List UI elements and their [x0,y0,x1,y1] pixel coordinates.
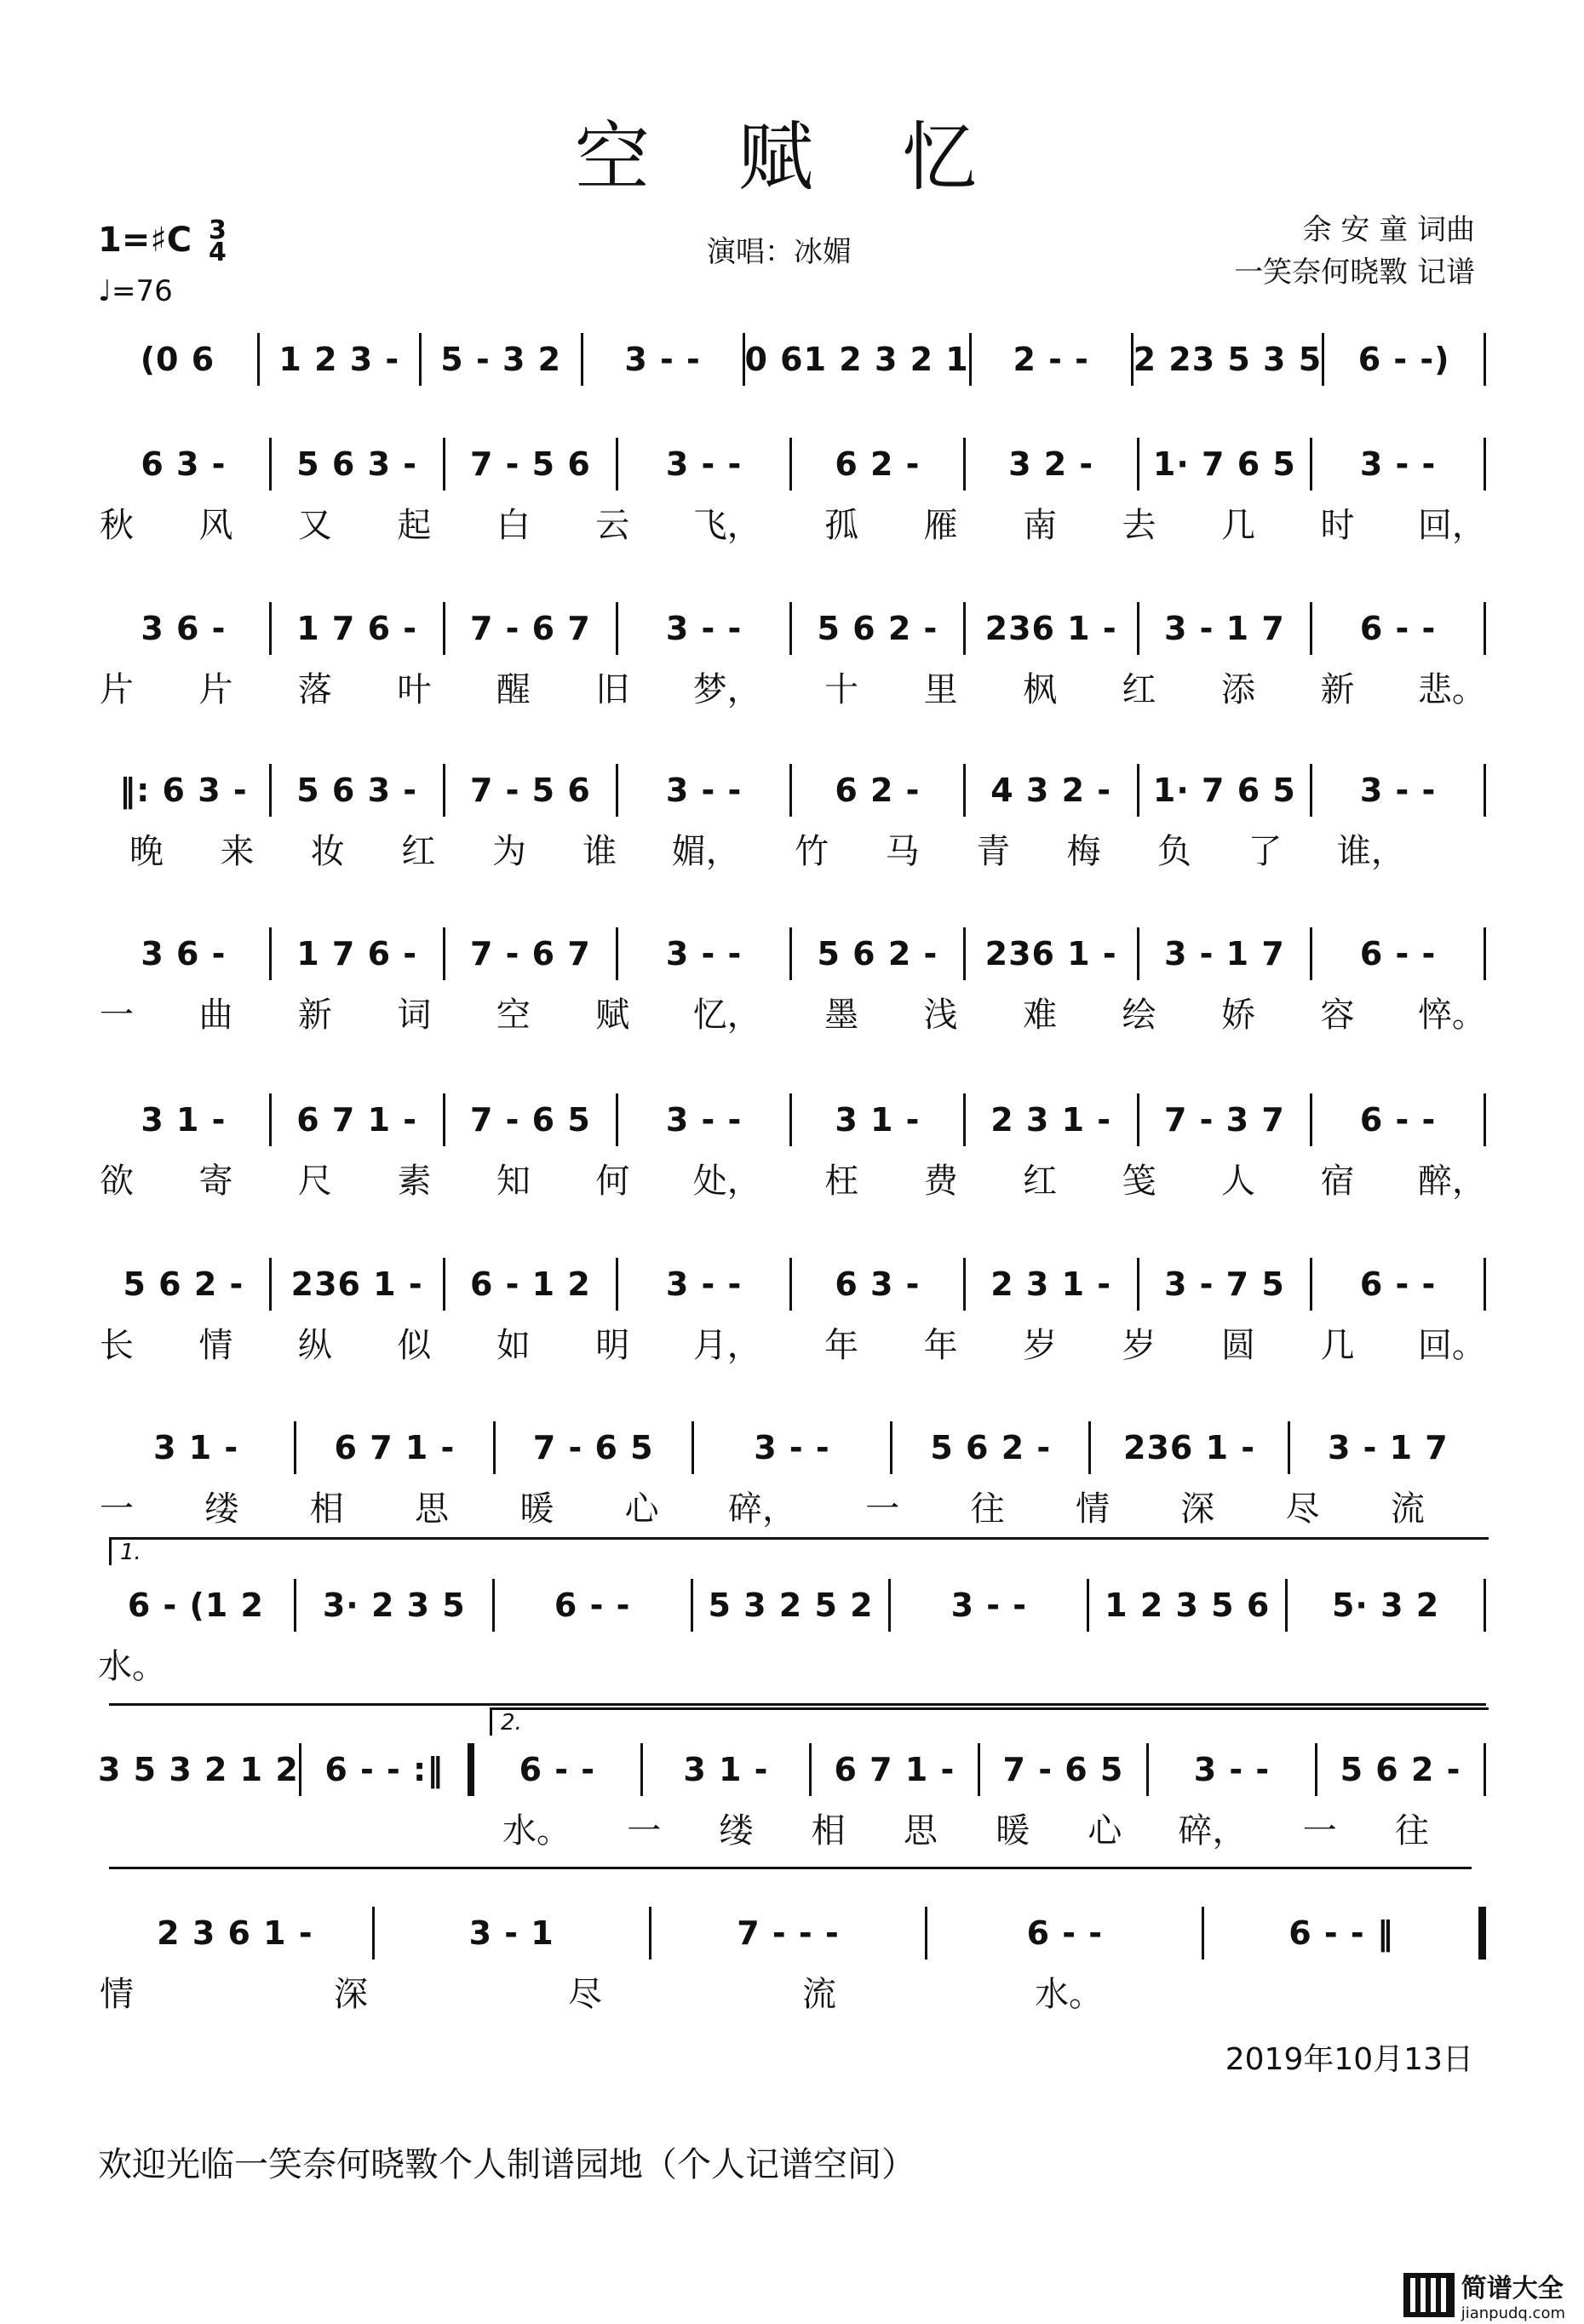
lyric: 难 [1023,996,1058,1035]
lyric: 晚 [129,832,164,871]
lyric: 年 [923,1326,958,1365]
lyric: 又 [297,506,332,545]
lyric: 岁 [1023,1326,1058,1365]
measure: 6 2 - [835,445,921,483]
lyric: 碎， [727,1489,796,1529]
lyric: 笺 [1122,1162,1156,1201]
lyric: 一 [100,996,134,1035]
lyric: 深 [1180,1489,1215,1529]
lyric: 雁 [923,506,958,545]
measure: 7 - - - [737,1914,840,1952]
measure: 6 - - [519,1751,596,1788]
barline [1484,1743,1486,1796]
logo-name: 简谱大全 [1461,2274,1564,2304]
lyric: 一 [865,1489,900,1529]
score-row-1 [98,334,1486,385]
lyric: 浅 [923,996,958,1035]
time-signature [209,215,227,267]
lyric: 飞， [692,506,761,545]
lyric: 心 [1088,1811,1122,1851]
lyric: 水。 [1035,1975,1103,2014]
lyric-line-8 [98,1482,1426,1530]
measure: 7 - 6 7 [469,610,591,647]
measure: 3 - - [624,341,701,378]
logo-url: jianpudq.com [1461,2304,1565,2322]
measure: 6 - - :‖ [324,1751,445,1788]
lyric: 了 [1248,832,1283,871]
measure: 3 2 - [1008,445,1094,483]
measure: 3 - - [1359,772,1437,809]
lyric-line-3 [98,663,1486,711]
measure: 2 3 1 - [990,1101,1112,1139]
lyric-line-11 [98,1967,1103,2016]
lyric: 白 [496,506,531,545]
volta-2 [490,1707,1489,1736]
lyric: 墨 [824,996,859,1035]
lyric: 去 [1122,506,1156,545]
measure: 0 61 2 3 2 1 [744,341,969,378]
measure: (0 6 [140,341,215,378]
measure: 236 1 - [290,1265,423,1303]
lyric: 知 [496,1162,531,1201]
score-row-6 [98,1094,1486,1145]
barline [1484,602,1486,655]
measure: 3 - - [1359,445,1437,483]
lyric: 似 [397,1326,432,1365]
measure: 7 - 6 7 [469,935,591,973]
measure: 3 - 7 5 [1163,1265,1285,1303]
measure: ‖: 6 3 - [119,772,248,809]
lyric: 尽 [568,1975,602,2014]
lyric: 落 [297,670,332,709]
lyric: 心 [624,1489,659,1529]
lyric: 添 [1220,670,1255,709]
time-bottom: 4 [209,238,227,267]
measure: 6 2 - [835,772,921,809]
measure: 6 - - [1026,1914,1104,1952]
measure: 3 - - [1193,1751,1271,1788]
lyric: 情 [1075,1489,1110,1529]
lyric: 词 [397,996,432,1035]
lyric: 枉 [824,1162,859,1201]
time-top: 3 [209,215,227,245]
measure: 3 1 - [835,1101,921,1139]
measure: 5 6 2 - [817,610,938,647]
barline [1484,333,1486,386]
lyric: 谁， [1336,832,1405,871]
lyric: 一 [627,1811,662,1851]
measure: 6 3 - [141,445,227,483]
lyric: 水。 [502,1811,571,1851]
lyric: 赋 [595,996,630,1035]
measure: 1 2 3 - [278,341,400,378]
lyric: 娇 [1220,996,1255,1035]
lyric: 悴。 [1417,996,1486,1035]
lyric: 宿 [1320,1162,1355,1201]
measure: 3 1 - [153,1429,239,1466]
measure: 6 - - [1359,1265,1437,1303]
lyric: 缕 [204,1489,239,1529]
lyric: 回， [1417,506,1486,545]
measure: 1 7 6 - [296,935,418,973]
measure: 5 6 3 - [296,772,418,809]
tempo-mark: ♩=76 [98,274,173,308]
volta-label: 2. [501,1710,522,1736]
score-row-9 [98,1580,1486,1631]
measure: 2 - - [1013,341,1089,378]
lyric-line-6 [98,1154,1486,1202]
lyric: 如 [496,1326,531,1365]
measure: 5 6 2 - [1340,1751,1461,1788]
lyric: 相 [811,1811,846,1851]
score-row-5 [98,928,1486,979]
measure: 5 6 3 - [296,445,418,483]
measure: 6 - - [554,1587,631,1624]
lyric: 暖 [996,1811,1030,1851]
measure: 3 - - [665,445,743,483]
transcriber-credit: 一笑奈何晓斁 记谱 [1234,255,1475,290]
lyric: 红 [401,832,436,871]
measure: 3 1 - [141,1101,227,1139]
measure: 3 - 1 7 [1163,610,1285,647]
measure: 4 3 2 - [990,772,1112,809]
measure: 6 - - ‖ [1288,1914,1394,1952]
lyric: 尺 [297,1162,332,1201]
measure: 1 7 6 - [296,610,418,647]
measure: 3 - - [665,1101,743,1139]
repeat-barline [468,1743,474,1796]
measure: 6 - (1 2 [127,1587,264,1624]
measure: 3 - - [950,1587,1028,1624]
measure: 7 - 6 5 [1002,1751,1124,1788]
lyric: 片 [100,670,134,709]
measure: 6 3 - [835,1265,921,1303]
lyric: 忆， [692,996,761,1035]
lyric: 圆 [1220,1326,1255,1365]
volta-label: 1. [120,1540,141,1565]
lyric: 情 [100,1975,134,2014]
measure: 7 - 5 6 [469,772,591,809]
measure: 3 - - [665,1265,743,1303]
measure: 6 - 1 2 [469,1265,591,1303]
lyric: 空 [496,996,531,1035]
lyric: 往 [970,1489,1005,1529]
final-barline [1478,1907,1486,1960]
footer-note: 欢迎光临一笑奈何晓斁个人制谱园地（个人记谱空间） [98,2145,915,2184]
measure: 3 - - [665,610,743,647]
barline [1484,1093,1486,1146]
measure: 236 1 - [1123,1429,1256,1466]
lyric: 一 [1302,1811,1337,1851]
lyric: 尽 [1285,1489,1320,1529]
measure: 6 7 1 - [834,1751,956,1788]
lyric: 秋 [100,506,134,545]
lyric: 思 [414,1489,449,1529]
measure: 3 - 1 [468,1914,554,1952]
lyric: 容 [1320,996,1355,1035]
measure: 2 23 5 3 5 [1133,341,1323,378]
lyric: 醉， [1417,1162,1486,1201]
score-row-11 [98,1908,1486,1959]
score-row-2 [98,439,1486,490]
lyric: 新 [1320,670,1355,709]
measure: 2 3 1 - [990,1265,1112,1303]
composer-credit: 余 安 童 词曲 [1302,213,1475,247]
lyric: 梦， [692,670,761,709]
lyric: 绘 [1122,996,1156,1035]
key-signature [98,215,227,267]
barline [1484,1258,1486,1311]
barline [1484,438,1486,491]
lyric-line-5 [98,988,1486,1036]
lyric: 素 [397,1162,432,1201]
measure: 3 6 - [141,610,227,647]
lyric: 处， [692,1162,761,1201]
measure: 2 3 6 1 - [157,1914,313,1952]
barline [1484,764,1486,817]
measure: 1· 7 6 5 [1152,772,1296,809]
measure: 3 1 - [683,1751,769,1788]
measure: 6 - -) [1357,341,1450,378]
lyric: 叶 [397,670,432,709]
score-row-10 [98,1744,1486,1795]
lyric: 孤 [824,506,859,545]
lyric-line-10 [502,1804,1431,1852]
lyric: 红 [1122,670,1156,709]
lyric-line-2 [98,498,1486,547]
lyric-line-4 [128,824,1405,873]
lyric: 悲。 [1417,670,1486,709]
lyric: 碎， [1178,1811,1247,1851]
measure: 7 - 5 6 [469,445,591,483]
measure: 6 - - [1359,935,1437,973]
lyric: 思 [903,1811,938,1851]
volta-line [109,1867,1472,1869]
lyric: 相 [309,1489,344,1529]
lyric: 媚， [671,832,740,871]
measure: 3 5 3 2 1 2 [98,1751,299,1788]
measure: 3 - 1 7 [1163,935,1285,973]
measure: 7 - 6 5 [532,1429,654,1466]
lyric: 梅 [1066,832,1101,871]
lyric: 旧 [595,670,630,709]
lyric: 片 [198,670,233,709]
lyric: 妆 [310,832,345,871]
measure: 1· 7 6 5 [1152,445,1296,483]
lyric: 深 [334,1975,368,2014]
measure: 5· 3 2 [1331,1587,1440,1624]
lyric: 竹 [795,832,829,871]
measure: 3 - - [665,935,743,973]
lyric: 寄 [198,1162,233,1201]
score-row-3 [98,603,1486,654]
volta-1 [109,1537,1489,1565]
measure: 3 - - [754,1429,830,1466]
lyric: 流 [1390,1489,1425,1529]
measure: 6 - - [1359,1101,1437,1139]
measure: 236 1 - [984,935,1117,973]
lyric: 起 [397,506,432,545]
lyric: 缕 [719,1811,754,1851]
score-row-7 [98,1259,1486,1310]
lyric: 回。 [1417,1326,1486,1365]
measure: 5 6 2 - [817,935,938,973]
page-title: 空 赋 忆 [575,113,1009,201]
site-logo[interactable] [1403,2267,1565,2322]
measure: 5 6 2 - [930,1429,1052,1466]
lyric: 几 [1220,506,1255,545]
lyric: 何 [595,1162,630,1201]
lyric: 费 [923,1162,958,1201]
lyric: 红 [1023,1162,1058,1201]
measure: 3 - - [665,772,743,809]
lyric: 流 [802,1975,836,2014]
measure: 6 - - [1359,610,1437,647]
piano-keys-icon [1403,2273,1455,2317]
lyric: 岁 [1122,1326,1156,1365]
measure: 5 3 2 5 2 [708,1587,874,1624]
barline [1484,927,1486,980]
measure: 5 6 2 - [123,1265,244,1303]
measure: 3 6 - [141,935,227,973]
lyric: 时 [1320,506,1355,545]
lyric: 十 [824,670,859,709]
lyric: 风 [198,506,233,545]
volta-line [109,1703,1486,1706]
measure: 1 2 3 5 6 [1105,1587,1271,1624]
barline [1484,1579,1486,1632]
key-text: 1=♯C [98,221,192,260]
measure: 6 7 1 - [334,1429,456,1466]
measure: 5 - 3 2 [440,341,562,378]
measure: 3· 2 3 5 [322,1587,466,1624]
lyric-line-7 [98,1318,1486,1367]
measure: 6 7 1 - [296,1101,418,1139]
lyric: 几 [1320,1326,1355,1365]
lyric: 醒 [496,670,531,709]
lyric: 往 [1394,1811,1429,1851]
lyric: 纵 [297,1326,332,1365]
singer-credit: 演唱：冰媚 [707,235,852,269]
lyric: 人 [1220,1162,1255,1201]
score-row-8 [98,1422,1486,1473]
lyric: 一 [100,1489,134,1529]
measure: 7 - 6 5 [469,1101,591,1139]
lyric: 年 [824,1326,859,1365]
lyric: 情 [198,1326,233,1365]
score-row-4 [98,765,1486,816]
author-credits [1234,209,1475,294]
lyric: 水。 [98,1647,166,1686]
lyric: 长 [100,1326,134,1365]
measure: 7 - 3 7 [1163,1101,1285,1139]
lyric: 为 [491,832,526,871]
lyric: 马 [885,832,920,871]
lyric: 里 [923,670,958,709]
lyric: 谁 [583,832,617,871]
logo-text [1461,2267,1565,2322]
measure: 3 - 1 7 [1327,1429,1449,1466]
lyric: 负 [1156,832,1191,871]
lyric: 枫 [1023,670,1058,709]
lyric: 月， [692,1326,761,1365]
date-stamp: 2019年10月13日 [1225,2042,1473,2077]
lyric: 明 [595,1326,630,1365]
lyric: 新 [297,996,332,1035]
lyric-line-9 [98,1639,268,1688]
lyric: 来 [220,832,255,871]
measure: 236 1 - [984,610,1117,647]
lyric: 青 [976,832,1011,871]
lyric: 南 [1023,506,1058,545]
lyric: 暖 [519,1489,554,1529]
lyric: 曲 [198,996,233,1035]
lyric: 云 [595,506,630,545]
lyric: 欲 [100,1162,134,1201]
